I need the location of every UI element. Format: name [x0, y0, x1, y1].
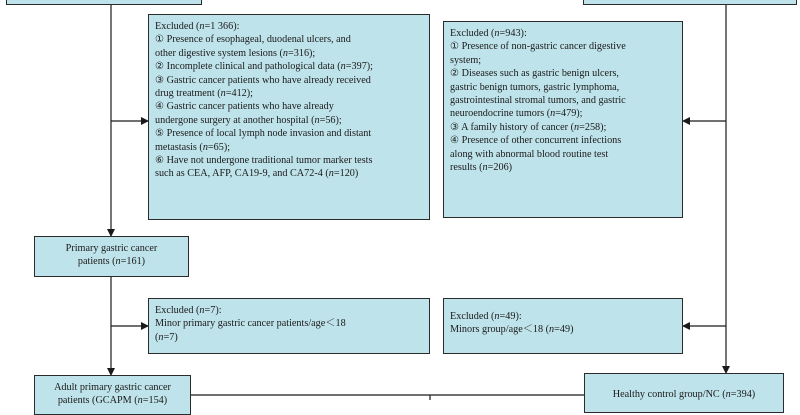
adult-gc-box: [34, 375, 191, 415]
top-left-box-partial: [6, 0, 202, 5]
left-excluded-line: Excluded (n=1 366):: [155, 21, 240, 32]
primary-gc-line: Primary gastric cancer: [65, 243, 158, 254]
primary-gc-line: patients (n=161): [77, 256, 146, 268]
left-minor-line: (n=7): [155, 331, 178, 343]
right-excluded-line: ③ A family history of cancer (n=258);: [450, 121, 607, 133]
left-excluded-line: ③ Gastric cancer patients who have already received: [155, 74, 371, 86]
right-excluded-line: ④ Presence of other concurrent infections: [450, 135, 622, 147]
right-minor-line: Excluded (n=49):: [450, 311, 522, 322]
right-minor-line: Minors group/age＜18 (n=49): [450, 324, 574, 336]
right-excluded-line: along with abnormal blood routine test: [450, 148, 609, 160]
right-excluded-line: ② Diseases such as gastric benign ulcers,: [450, 68, 619, 80]
left-minor-excluded-box: [148, 298, 430, 354]
left-excluded-line: drug treatment (n=412);: [155, 88, 253, 100]
left-excluded-line: undergone surgery at another hospital (n=56);: [155, 114, 342, 126]
right-minor-excluded-box: [443, 298, 683, 354]
primary-gc-box: [34, 236, 189, 277]
left-excluded-line: metastasis (n=65);: [155, 141, 231, 153]
left-excluded-line: ① Presence of esophageal, duodenal ulcers, and: [155, 34, 351, 46]
right-excluded-line: gastric benign tumors, gastric lymphoma,: [450, 81, 620, 93]
healthy-control-line: Healthy control group/NC (n=394): [612, 389, 756, 400]
left-excluded-line: other digestive system lesions (n=316);: [155, 47, 316, 59]
right-excluded-line: Excluded (n=943):: [450, 28, 527, 39]
adult-gc-line: patients (GCAPM (n=154): [57, 395, 168, 407]
right-excluded-line: results (n=206): [450, 162, 513, 174]
left-excluded-line: ⑥ Have not undergone traditional tumor marker tests: [155, 155, 373, 167]
right-excluded-line: neuroendocrine tumors (n=479);: [450, 108, 583, 120]
left-excluded-line: ⑤ Presence of local lymph node invasion and distant: [155, 128, 372, 140]
right-excluded-box: [443, 21, 683, 218]
adult-gc-line: Adult primary gastric cancer: [54, 382, 171, 393]
left-minor-line: Minor primary gastric cancer patients/age＜18: [155, 318, 346, 330]
right-excluded-line: system;: [450, 54, 482, 66]
healthy-control-box: [584, 373, 784, 413]
left-excluded-line: ④ Gastric cancer patients who have already: [155, 101, 334, 113]
right-excluded-line: ① Presence of non-gastric cancer digestive: [450, 41, 626, 53]
left-excluded-line: ② Incomplete clinical and pathological data (n=397);: [155, 61, 374, 73]
right-excluded-line: gastrointestinal stromal tumors, and gastric: [450, 95, 626, 107]
top-right-box-partial: [583, 0, 797, 5]
left-excluded-line: such as CEA, AFP, CA19-9, and CA72-4 (n=120): [155, 168, 359, 180]
left-minor-line: Excluded (n=7):: [155, 305, 222, 316]
left-excluded-box: [148, 14, 430, 220]
